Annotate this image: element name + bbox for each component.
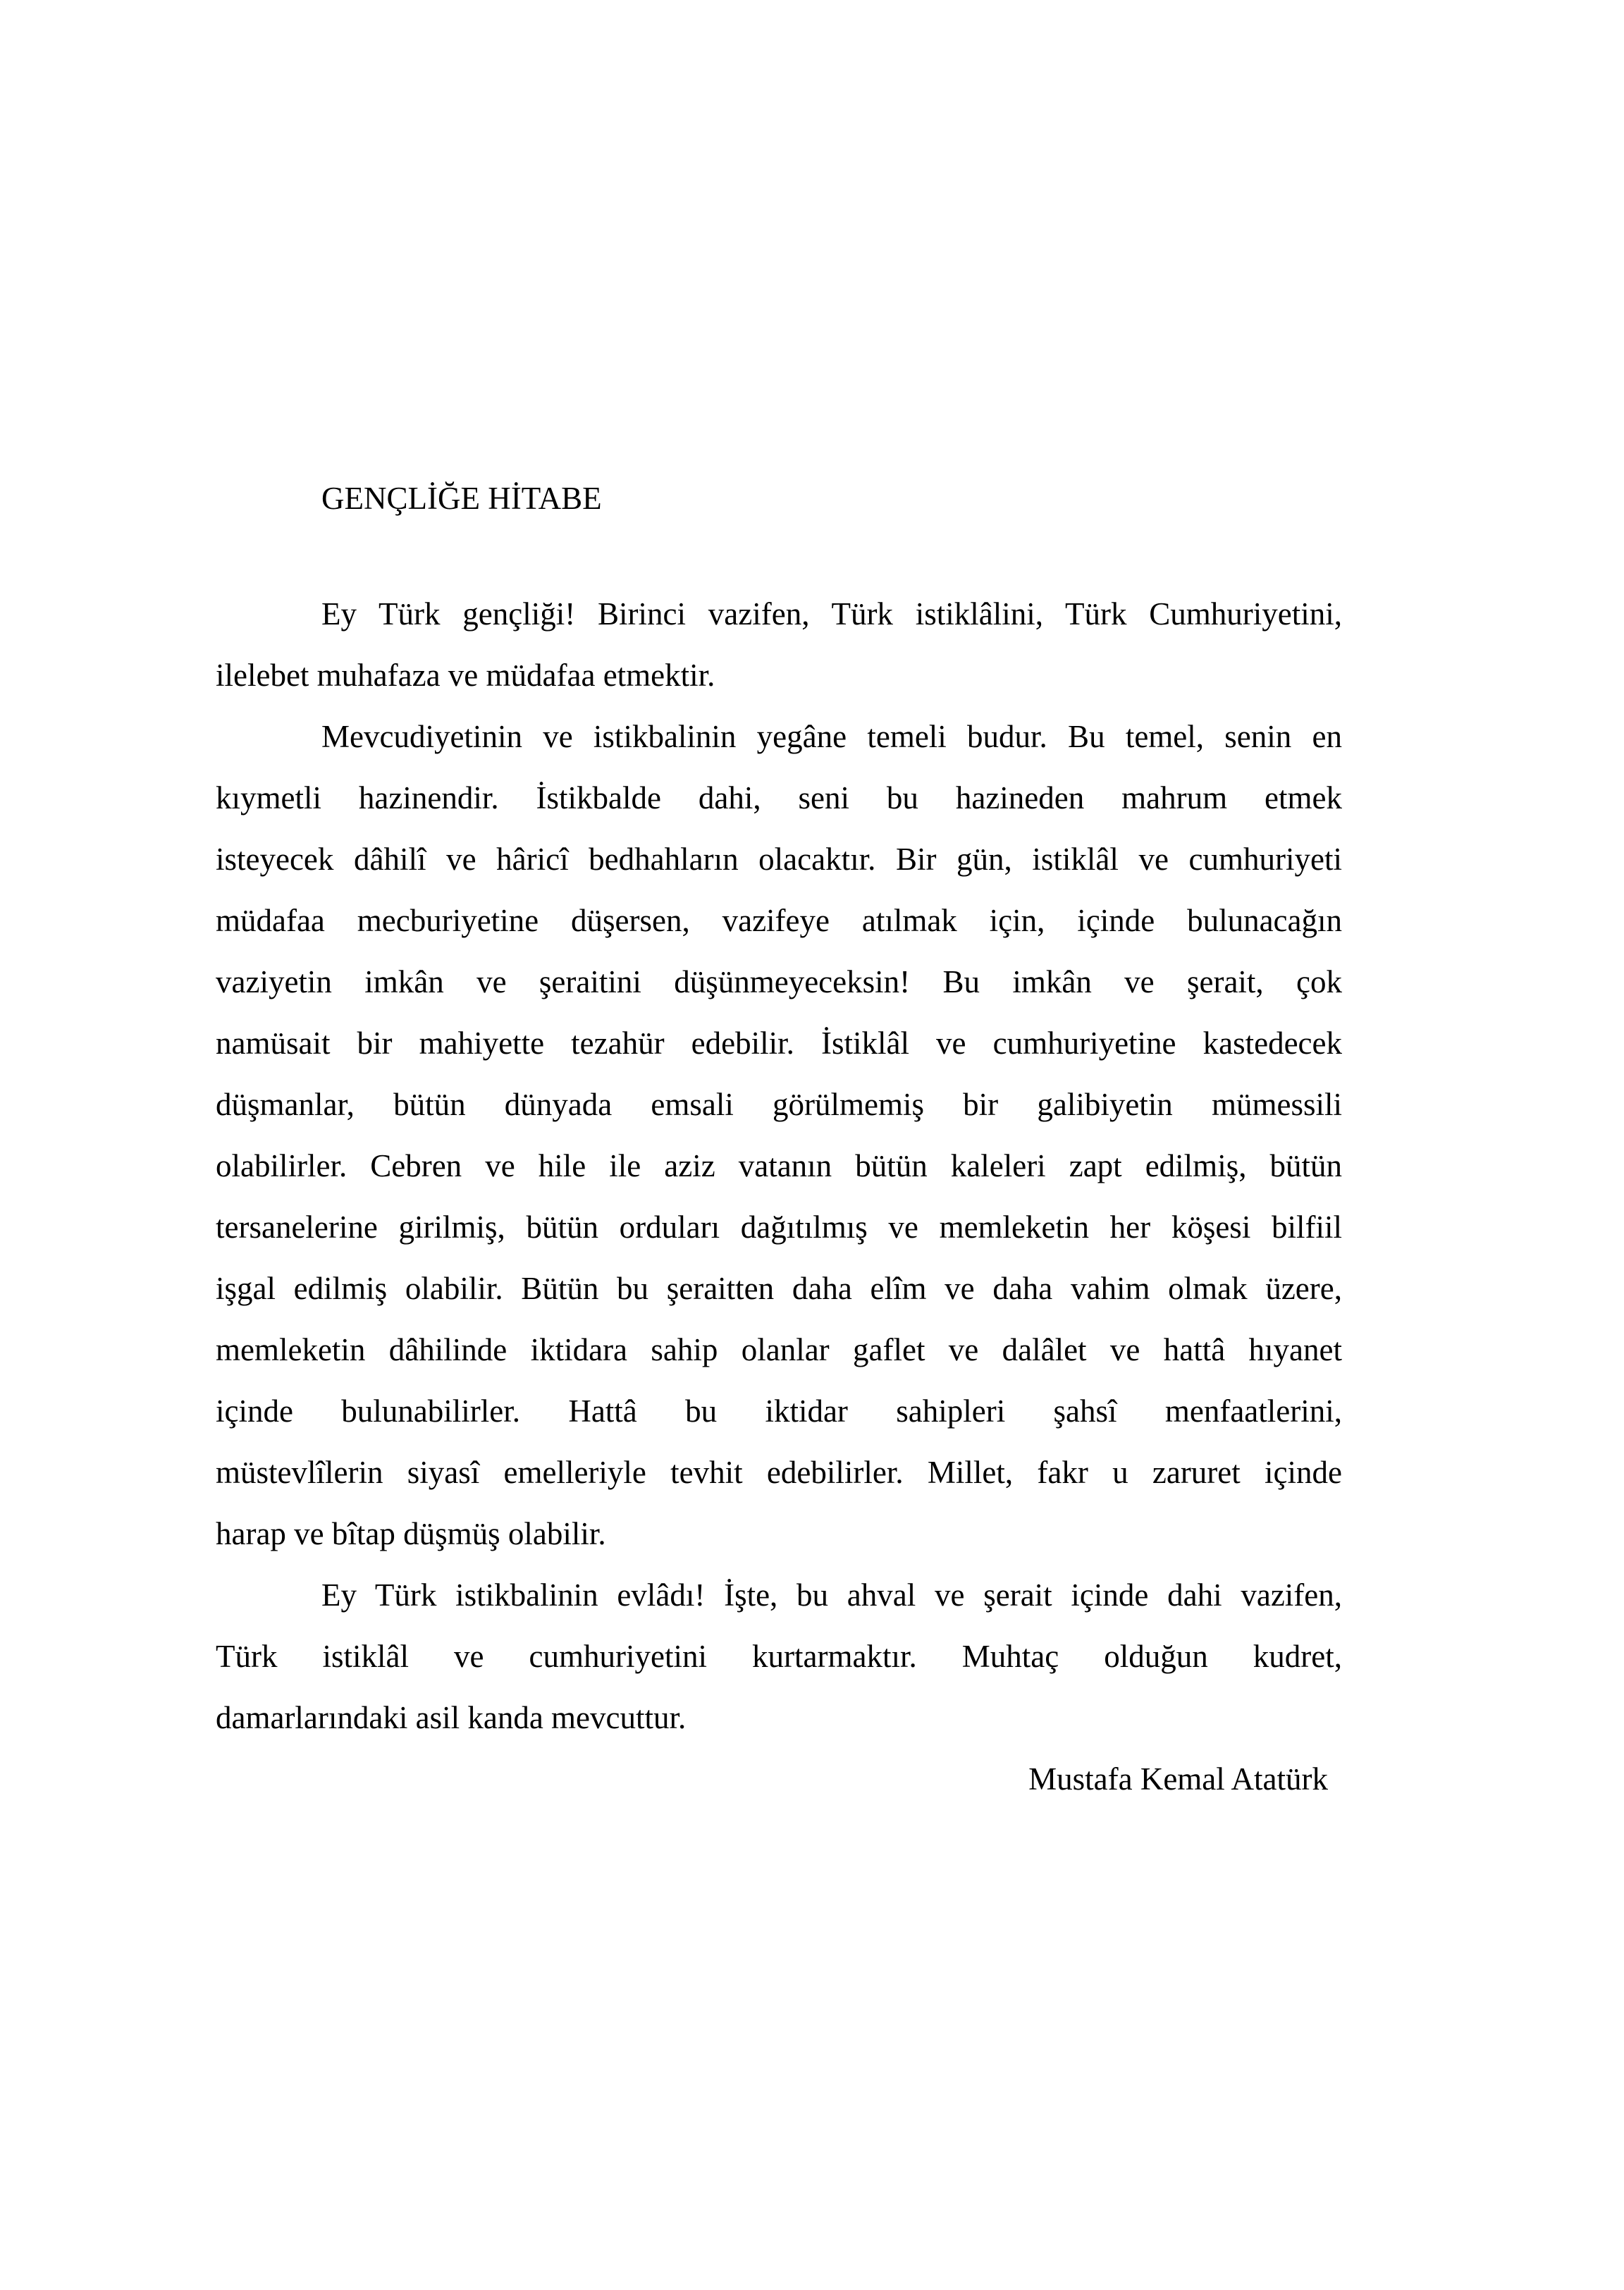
text-line: işgal edilmiş olabilir. Bütün bu şeraitten daha elîm ve daha vahim olmak üzere, bbox=[216, 1271, 1342, 1306]
text-line: isteyecek dâhilî ve hâricî bedhahların olacaktır. Bir gün, istiklâl ve cumhuriyeti bbox=[216, 842, 1342, 877]
text-line: Ey Türk gençliği! Birinci vazifen, Türk istiklâlini, Türk Cumhuriyetini, bbox=[321, 596, 1342, 632]
text-line: müdafaa mecburiyetine düşersen, vazifeye atılmak için, içinde bulunacağın bbox=[216, 903, 1342, 938]
text-line: memleketin dâhilinde iktidara sahip olanlar gaflet ve dalâlet ve hattâ hıyanet bbox=[216, 1332, 1342, 1367]
text-line: olabilirler. Cebren ve hile ile aziz vatanın bütün kaleleri zapt edilmiş, bütün bbox=[216, 1148, 1342, 1183]
text-line: tersanelerine girilmiş, bütün orduları dağıtılmış ve memleketin her köşesi bilfiil bbox=[216, 1209, 1342, 1245]
page-title: GENÇLİĞE HİTABE bbox=[321, 481, 602, 516]
text-line: kıymetli hazinendir. İstikbalde dahi, seni bu hazineden mahrum etmek bbox=[216, 780, 1342, 815]
text-line: namüsait bir mahiyette tezahür edebilir. İstiklâl ve cumhuriyetine kastedecek bbox=[216, 1026, 1342, 1061]
signature: Mustafa Kemal Atatürk bbox=[1028, 1761, 1328, 1797]
text-line: Türk istiklâl ve cumhuriyetini kurtarmaktır. Muhtaç olduğun kudret, bbox=[216, 1639, 1342, 1674]
document-content bbox=[216, 468, 1342, 1810]
text-line: Mevcudiyetinin ve istikbalinin yegâne temeli budur. Bu temel, senin en bbox=[321, 719, 1342, 754]
text-line: içinde bulunabilirler. Hattâ bu iktidar sahipleri şahsî menfaatlerini, bbox=[216, 1393, 1342, 1429]
text-line: harap ve bîtap düşmüş olabilir. bbox=[216, 1516, 606, 1551]
text-line: müstevlîlerin siyasî emelleriyle tevhit edebilirler. Millet, fakr u zaruret içinde bbox=[216, 1455, 1342, 1490]
body-text bbox=[216, 584, 1342, 1749]
text-line: düşmanlar, bütün dünyada emsali görülmemiş bir galibiyetin mümessili bbox=[216, 1087, 1342, 1122]
text-line: Ey Türk istikbalinin evlâdı! İşte, bu ahval ve şerait içinde dahi vazifen, bbox=[321, 1577, 1342, 1613]
text-line: damarlarındaki asil kanda mevcuttur. bbox=[216, 1700, 687, 1735]
text-line: vaziyetin imkân ve şeraitini düşünmeyeceksin! Bu imkân ve şerait, çok bbox=[216, 964, 1342, 999]
text-line: ilelebet muhafaza ve müdafaa etmektir. bbox=[216, 658, 715, 693]
